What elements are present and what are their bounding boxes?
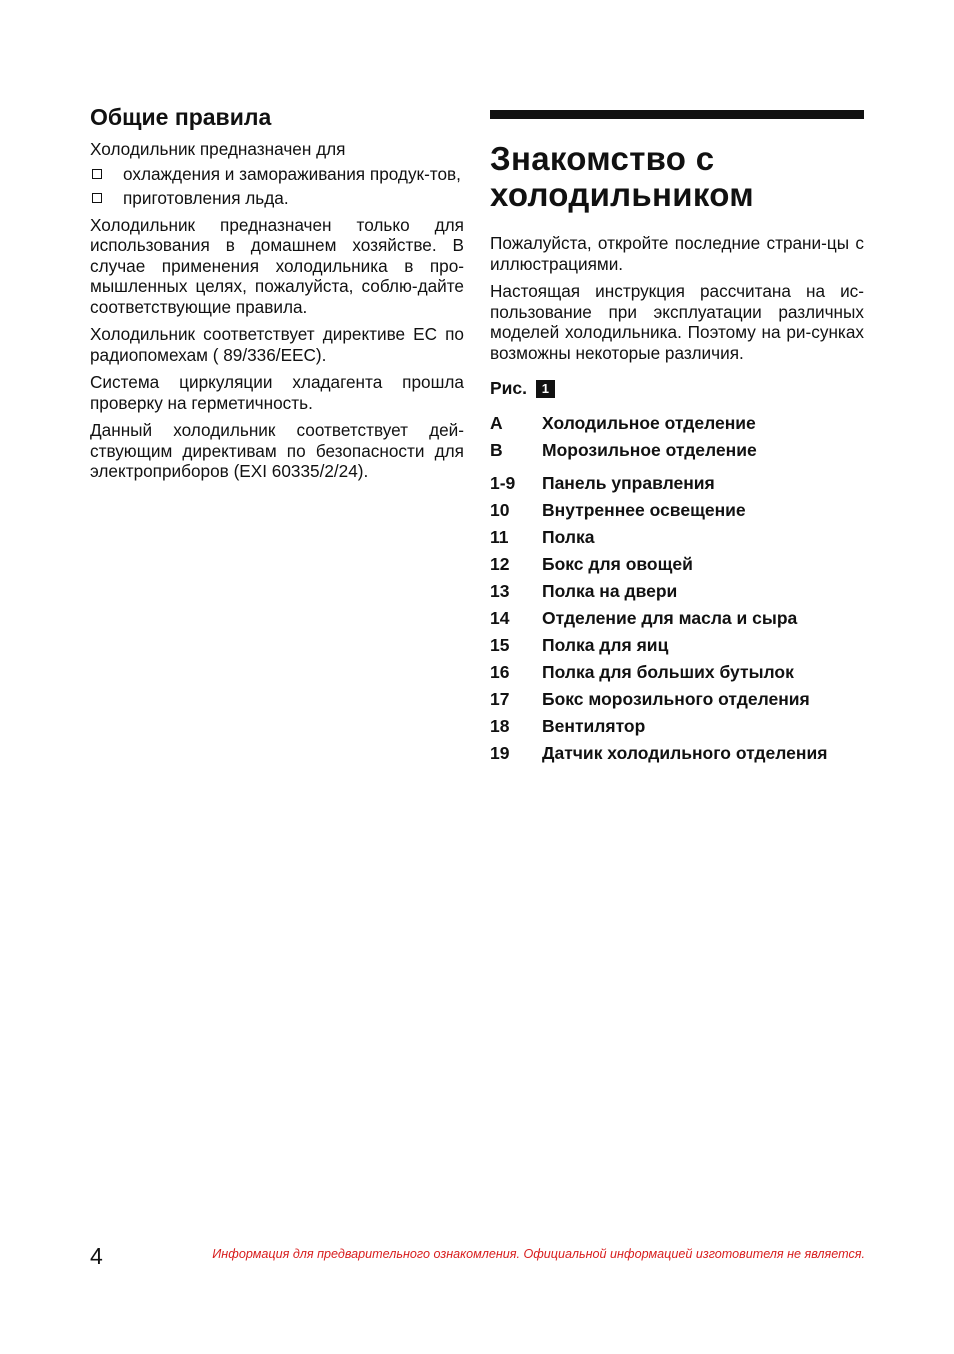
paragraph-household-use: Холодильник предназначен только для использования в домашнем хозяйстве. В случае применения холодильника в про-мышленных целях, пожалуйста, соблю-дайте соответствующие правила. — [90, 214, 464, 317]
figure-reference: Рис. 1 — [490, 377, 864, 399]
legend-item: 18 Вентилятор — [490, 716, 646, 736]
legend-item: 13 Полка на двери — [490, 581, 678, 601]
paragraph-refrigerant: Система циркуляции хладагента прошла проверку на герметичность. — [90, 372, 464, 413]
purpose-list — [90, 164, 464, 209]
legend-item: 1-9 Панель управления — [490, 473, 715, 493]
left-column — [90, 103, 464, 489]
paragraph-models: Настоящая инструкция рассчитана на ис-пользование при эксплуатации различных моделей холодильника. Поэтому на ри-сунках возможны некоторые различия. — [490, 281, 864, 363]
heading-rule — [490, 110, 864, 119]
legend-item: 10 Внутреннее освещение — [490, 500, 746, 520]
legend-item: 11 Полка — [490, 527, 595, 547]
legend-item: A Холодильное отделение — [490, 413, 756, 433]
legend-item: 12 Бокс для овощей — [490, 554, 693, 574]
right-column — [490, 110, 864, 770]
checkbox-bullet-icon — [92, 193, 102, 203]
paragraph-safety: Данный холодильник соответствует дей-ствующим директивам по безопасности для электроприборов (EXI 60335/2/24). — [90, 420, 464, 481]
legend-item: B Морозильное отделение — [490, 440, 757, 460]
legend-item: 15 Полка для яиц — [490, 635, 669, 655]
section-title-intro: Знакомство с холодильником — [490, 140, 754, 213]
legend-item: 17 Бокс морозильного отделения — [490, 689, 810, 709]
legend-item: 14 Отделение для масла и сыра — [490, 608, 798, 628]
list-item: охлаждения и замораживания продук-тов, — [90, 164, 464, 185]
legend-item: 16 Полка для больших бутылок — [490, 662, 794, 682]
disclaimer-note: Информация для предварительного ознакомления. Официальной информацией изготовителя не является. — [212, 1247, 865, 1261]
paragraph-illustrations: Пожалуйста, откройте последние страни-цы с иллюстрациями. — [490, 233, 864, 274]
checkbox-bullet-icon — [92, 169, 102, 179]
figure-number-badge: 1 — [536, 380, 555, 398]
legend-item: 19 Датчик холодильного отделения — [490, 743, 828, 763]
figure-legend — [490, 413, 864, 763]
list-item: приготовления льда. — [90, 188, 464, 209]
intro-text: Холодильник предназначен для — [90, 139, 346, 159]
paragraph-eu-directive: Холодильник соответствует директиве ЕС по радиопомехам ( 89/336/EEC). — [90, 324, 464, 365]
section-heading-general-rules: Общие правила — [90, 104, 272, 130]
page-number: 4 — [90, 1243, 103, 1269]
